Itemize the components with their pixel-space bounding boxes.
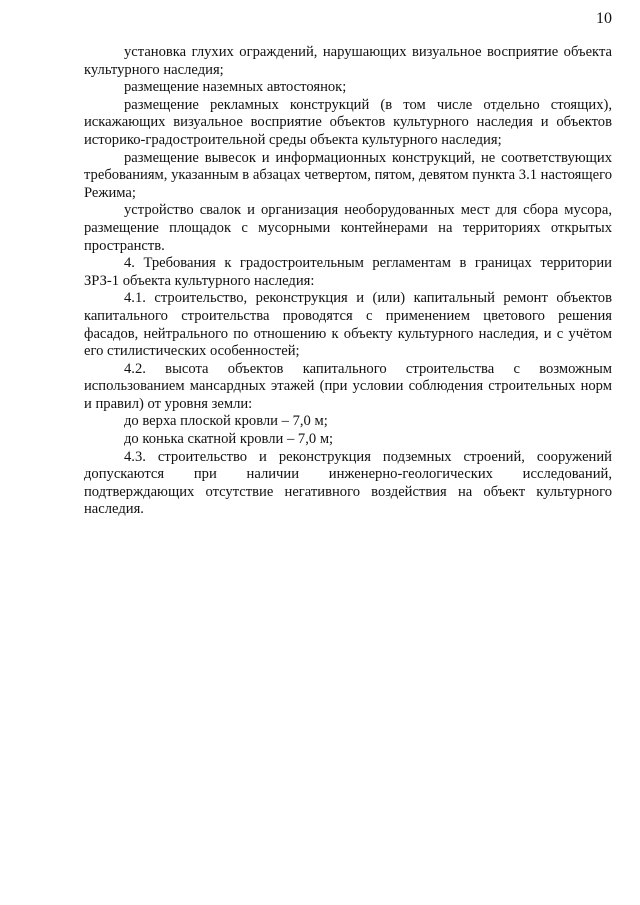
page-number: 10 <box>596 10 612 27</box>
paragraph-section-4: 4. Требования к градостроительным регламентам в границах территории ЗРЗ-1 объекта культурного наследия: <box>84 255 612 289</box>
paragraph-4-2: 4.2. высота объектов капитального строительства с возможным использованием мансардных этажей (при условии соблюдения строительных норм и правил) от уровня земли: <box>84 360 612 412</box>
paragraph-blind-fences: установка глухих ограждений, нарушающих визуальное восприятие объекта культурного наследия; <box>84 44 612 78</box>
paragraph-4-1: 4.1. строительство, реконструкция и (или) капитальный ремонт объектов капитального строительства проводятся с применением цветового решения фасадов, нейтрального по отношению к объекту культурного наследия, и с учётом его стилистических особенностей; <box>84 290 612 360</box>
paragraph-dumps: устройство свалок и организация необорудованных мест для сбора мусора, размещение площадок с мусорными контейнерами на территориях открытых пространств. <box>84 202 612 254</box>
document-body <box>84 44 612 519</box>
paragraph-pitched-roof: до конька скатной кровли – 7,0 м; <box>124 431 334 448</box>
paragraph-signage: размещение вывесок и информационных конструкций, не соответствующих требованиям, указанным в абзацах четвертом, пятом, девятом пункта 3.1 настоящего Режима; <box>84 149 612 201</box>
paragraph-parking: размещение наземных автостоянок; <box>124 79 347 96</box>
paragraph-flat-roof: до верха плоской кровли – 7,0 м; <box>124 413 328 430</box>
paragraph-4-3: 4.3. строительство и реконструкция подземных строений, сооружений допускаются при наличии инженерно-геологических исследований, подтверждающих отсутствие негативного воздействия на объект культурного наследия. <box>84 448 612 518</box>
paragraph-advertising: размещение рекламных конструкций (в том числе отдельно стоящих), искажающих визуальное восприятие объектов культурного наследия и объектов историко-градостроительной среды объекта культурного наследия; <box>84 96 612 148</box>
